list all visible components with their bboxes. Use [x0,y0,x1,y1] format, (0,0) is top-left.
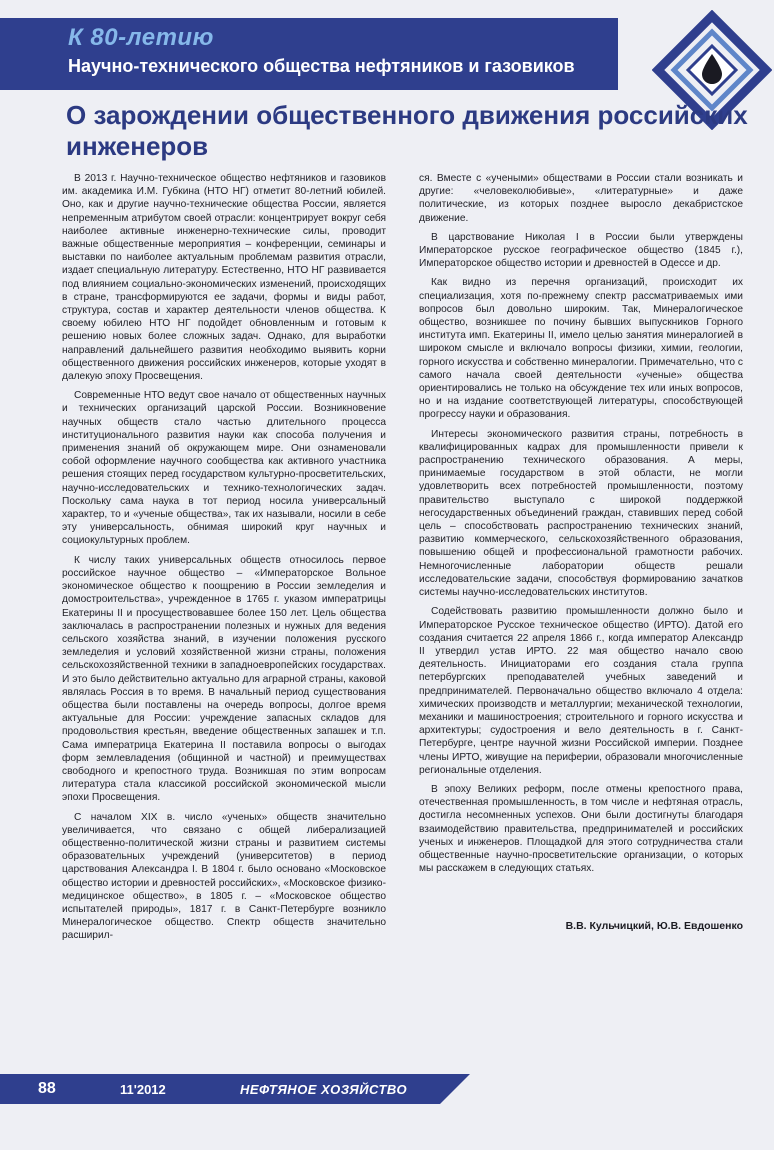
article-column-right [419,172,743,881]
article-paragraph: Содействовать развитию промышленности должно было и Императорское Русское техническое общество (ИРТО). Датой его создания считается 22 апреля 1866 г., когда император Александр II утвердил устав ИРТО. 22 мая общество начало свою деятельность. Инициаторами его создания стала группа петербургских преподавателей учебных заведений и предпринимателей. Первоначально общество включало 4 отдела: химических производств и металлургии; механической технологии, механики и машиностроения; строительного и горного искусства и архитектуры; судостроения и вело деятельность в г. Санкт-Петербурге, центре научной жизни Российской империи. Позднее члены ИРТО, живущие на периферии, образовали многочисленные региональные отделения. [419,606,743,776]
article-paragraph: ся. Вместе с «учеными» обществами в России стали возникать и другие: «человеколюбивые», «литературные» и даже политические, из которых позднее выросло декабристское движение. [419,173,743,224]
article-title: О зарождении общественного движения российских инженеров [66,100,748,161]
article-paragraph: Как видно из перечня организаций, происходит их специализация, хотя по-прежнему спектр рассматриваемых ими вопросов был довольно широким. Так, Минералогическое общество, возникшее по почину бывших выпускников Горного института имп. Екатерины II, имело целью занятия минералогией в широком смысле и включало вопросы физики, химии, геологии, горного искусства и собственно минералогии. Примечательно, что с самого начала своей деятельности «ученые» общества ориентировались не только на обсуждение тех или иных вопросов, но и на издание соответствующей литературы, способствующей прогрессу науки и образования. [419,277,743,421]
issue-number: 11'2012 [120,1082,166,1097]
article-paragraph: К числу таких универсальных обществ относилось первое российское научное общество – «Императорское Вольное экономическое общество к поощрению в России земледелия и домостроительства», учрежденное в 1765 г. указом императрицы Екатерины II и просуществовавшее более 150 лет. Цель общества заключалась в распространении полезных и нужных для ведения сельского хозяйства знаний, в изучении положения русского земледелия и условий хозяйственной жизни страны, положения сельскохозяйственной техники в западноевропейских государствах. И это было действительно актуально для аграрной страны, каковой являлась Россия в то время. В начальный период существования общества были поставлены на очередь вопросы, долгое время актуальные для России: учреждение запасных складов для продовольствия крестьян, введение общественных запашек и т.п. Сама императрица Екатерина II поставила вопросы о выгодах форм землевладения (общинной и частной) и преимуществах свободного и крепостного труда. Возникшая по этим вопросам литература стала классикой российской экономической мысли эпохи Просвещения. [62,554,386,804]
page-number: 88 [38,1080,56,1097]
section-subtitle: Научно-технического общества нефтяников и газовиков [68,56,575,76]
article-paragraph: С началом XIX в. число «ученых» обществ значительно увеличивается, что связано с общей либерализацией общественно-политической жизни страны и развитием системы образовательных учреждений (университетов) в период царствования Александра I. В 1804 г. было основано «Московское общество истории и древностей российских», «Московское физико-медицинское общество», в 1805 г. – «Московское общество испытателей природы», 1817 г. в Санкт-Петербурге возникло Минералогическое общество. Спектр обществ значительно расширил- [62,811,386,942]
article-column-left [62,172,386,949]
journal-name: НЕФТЯНОЕ ХОЗЯЙСТВО [240,1082,408,1097]
article-paragraph: В царствование Николая I в России были утверждены Императорское русское географическое общество (1845 г.), Императорское общество истории и древностей в Одессе и др. [419,231,743,270]
footer-tail [440,1074,470,1104]
article-paragraph: В 2013 г. Научно-техническое общество нефтяников и газовиков им. академика И.М. Губкина (НТО НГ) отметит 80-летний юбилей. Оно, как и другие научно-технические общества России, является непременным атрибутом своей отрасли: концентрирует вокруг себя наиболее активные инженерно-технические силы, проводит важные общественные мероприятия – конференции, семинары и выставки по наиболее актуальным проблемам развития отрасли, издает специальную литературу. Естественно, НТО НГ развивается под влиянием социально-экономических изменений, происходящих в стране, трансформируются ее задачи, формы и виды работ, структура, состав и характер деятельности членов общества. К своему юбилею НТО НГ подойдет обновленным и готовым к решению новых более сложных задач. Однако, для выработки направлений дальнейшего развития необходимо выявить корни общественного движения российских инженеров, которые уходят в далекую эпоху Просвещения. [62,173,386,383]
section-kicker: К 80-летию [68,24,214,51]
article-paragraph: В эпоху Великих реформ, после отмены крепостного права, отечественная промышленность, в том числе и нефтяная отрасль, достигла несомненных успехов. Они были достигнуты благодаря взаимодействию правительства, предпринимателей и российских ученых и инженеров. Площадкой для этого сотрудничества стали общественные научно-просветительские организации, о которых мы расскажем в следующих статьях. [419,783,743,875]
article-authors: В.В. Кульчицкий, Ю.В. Евдошенко [565,920,743,932]
article-paragraph: Современные НТО ведут свое начало от общественных научных и технических организаций царской России. Возникновение научных обществ стало частью длительного процесса институционального развития науки как способа получения и применения знаний об окружающем мире. Они ознаменовали собой оформление научного сообщества как активного участника решения стоящих перед государством культурно-просветительских, научно-исследовательских и технико-технологических задач. Поскольку сама наука в тот период носила универсальный характер, то и «ученые общества», так их называли, носили в себе эту универсальность, обнимая широкий круг научных и социокультурных проблем. [62,390,386,547]
article-paragraph: Интересы экономического развития страны, потребность в квалифицированных кадрах для промышленности привели к распространению технического образования. А меры, принимаемые государством в этой области, не могли удовлетворить всех потребностей промышленности, поэтому правительство выступало с широкой поддержкой негосударственных объединений граждан, ставивших перед собой цель – способствовать распространению технических знаний, развитию коммерческого, сельскохозяйственного образования, повышению общей и профессиональной грамотности рабочих. Немногочисленные лаборатории обществ решали исследовательские задачи, способствуя формированию зачатков системы научно-исследовательских институтов. [419,428,743,599]
